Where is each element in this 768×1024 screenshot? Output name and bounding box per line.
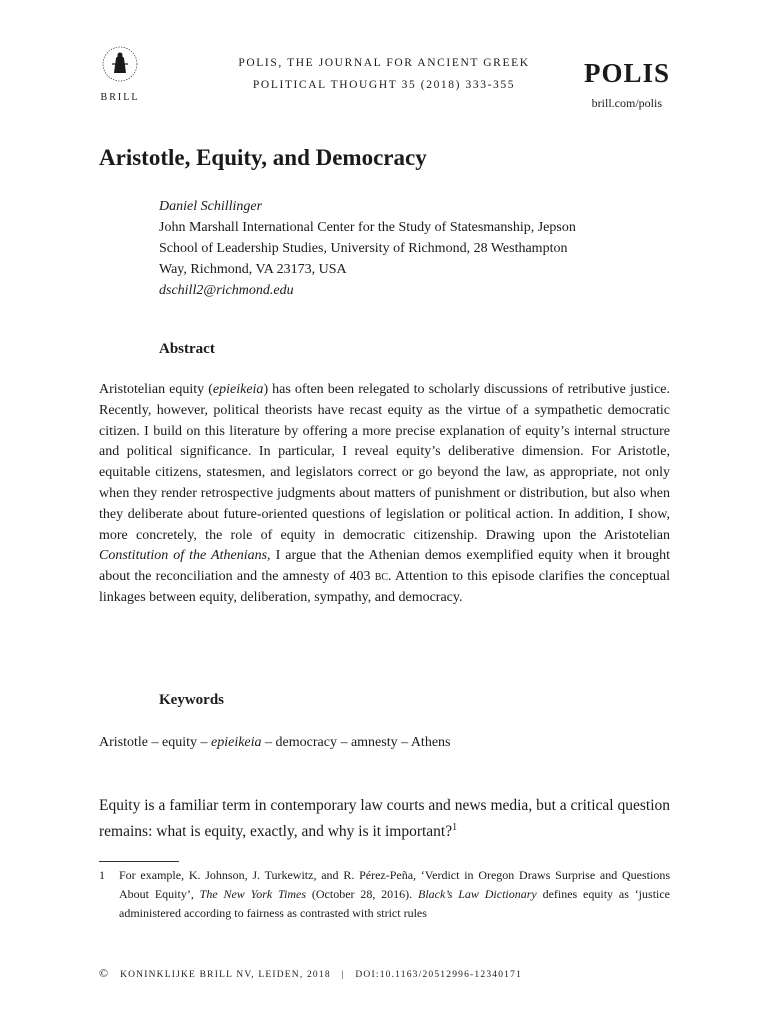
abstract-work-title: Constitution of the Athenians — [99, 548, 268, 564]
page-footer — [99, 966, 522, 981]
footnote-rule — [99, 861, 179, 862]
footnote-text — [119, 866, 670, 923]
abstract-text-1: Aristotelian equity ( — [99, 382, 213, 397]
footnote-source-blacks: Black’s Law Dictionary — [417, 887, 537, 901]
journal-citation — [200, 52, 568, 96]
journal-line-1: POLIS, THE JOURNAL FOR ANCIENT GREEK — [238, 57, 530, 69]
footnote-number: 1 — [99, 868, 105, 882]
brill-seal-icon — [100, 44, 140, 84]
publisher-name: BRILL — [100, 92, 140, 103]
keyword-epieikeia: epieikeia — [211, 735, 262, 750]
journal-name: POLIS — [583, 58, 670, 88]
footnote-text-1: For example, K. Johnson, J. Turkewitz, and R. Pérez-Peña, ‘Verdict in Oregon Draws Surprise and Questions About Equity’, — [119, 868, 670, 901]
keywords-list — [99, 735, 450, 751]
intro-text: Equity is a familiar term in contemporary law courts and news media, but a critical question remains: what is equity, exactly, and why is it important? — [99, 797, 670, 841]
abstract-era-bc: bc — [374, 569, 389, 585]
keywords-heading: Keywords — [159, 692, 224, 708]
intro-paragraph — [99, 795, 670, 843]
abstract-text-2: ) has often been relegated to scholarly discussions of retributive justice. Recently, however, political theorists have recast equity as the virtue of a sympathetic democratic citizen. I build on this literature by offering a more precise explanation of equity’s internal structure and political significance. In particular, I reveal equity’s deliberative dimension. For Aristotle, equitable citizens, statesmen, and legislators correct or go beyond the law, as appropriate, not only when they render retrospective judgments about matters of punishment or distribution, but also when they deliberate about future-oriented questions of legislation or political action. In addition, I show, more concretely, the role of equity in democratic citizenship. Drawing upon the Aristotelian — [99, 382, 670, 543]
journal-url[interactable]: brill.com/polis — [591, 96, 662, 110]
abstract-term-epieikeia: epieikeia — [212, 382, 264, 397]
footnote-marker[interactable]: 1 — [452, 822, 458, 833]
journal-line-2: POLITICAL THOUGHT 35 (2018) 333-355 — [252, 79, 516, 91]
footer-publisher: KONINKLIJKE BRILL NV, LEIDEN, 2018 — [120, 970, 331, 980]
abstract-text-3: , I argue that the Athenian demos exemplified equity when it brought about the reconciliation and the amnesty of 403 — [99, 548, 671, 585]
abstract-heading: Abstract — [159, 341, 215, 357]
author-email[interactable]: dschill2@richmond.edu — [159, 283, 294, 298]
author-name: Daniel Schillinger — [159, 199, 263, 214]
footnote-1 — [99, 866, 670, 923]
abstract-body — [99, 380, 670, 609]
copyright-symbol: © — [99, 966, 110, 980]
keywords-text-1: Aristotle – equity – — [99, 735, 211, 750]
footnote-text-2: (October 28, 2016). — [306, 887, 418, 901]
abstract-text-4: . Attention to this episode clarifies the conceptual linkages between equity, deliberation, sympathy, and democracy. — [99, 569, 670, 605]
affiliation-line-3: Way, Richmond, VA 23173, USA — [159, 262, 347, 277]
author-block — [159, 196, 679, 301]
footer-separator: | — [341, 970, 345, 980]
article-title: Aristotle, Equity, and Democracy — [99, 145, 427, 170]
affiliation-line-1: John Marshall International Center for the Study of Statesmanship, Jepson — [159, 220, 576, 235]
footer-doi[interactable]: DOI:10.1163/20512996-12340171 — [355, 970, 523, 980]
brill-logo — [96, 44, 144, 103]
affiliation-line-2: School of Leadership Studies, University of Richmond, 28 Westhampton — [159, 241, 568, 256]
keywords-text-2: – democracy – amnesty – Athens — [261, 735, 451, 750]
footnote-text-3: defines equity as ‘justice administered according to fairness as contrasted with strict rules — [119, 887, 671, 920]
footnote-source-nyt: The New York Times — [199, 887, 307, 901]
